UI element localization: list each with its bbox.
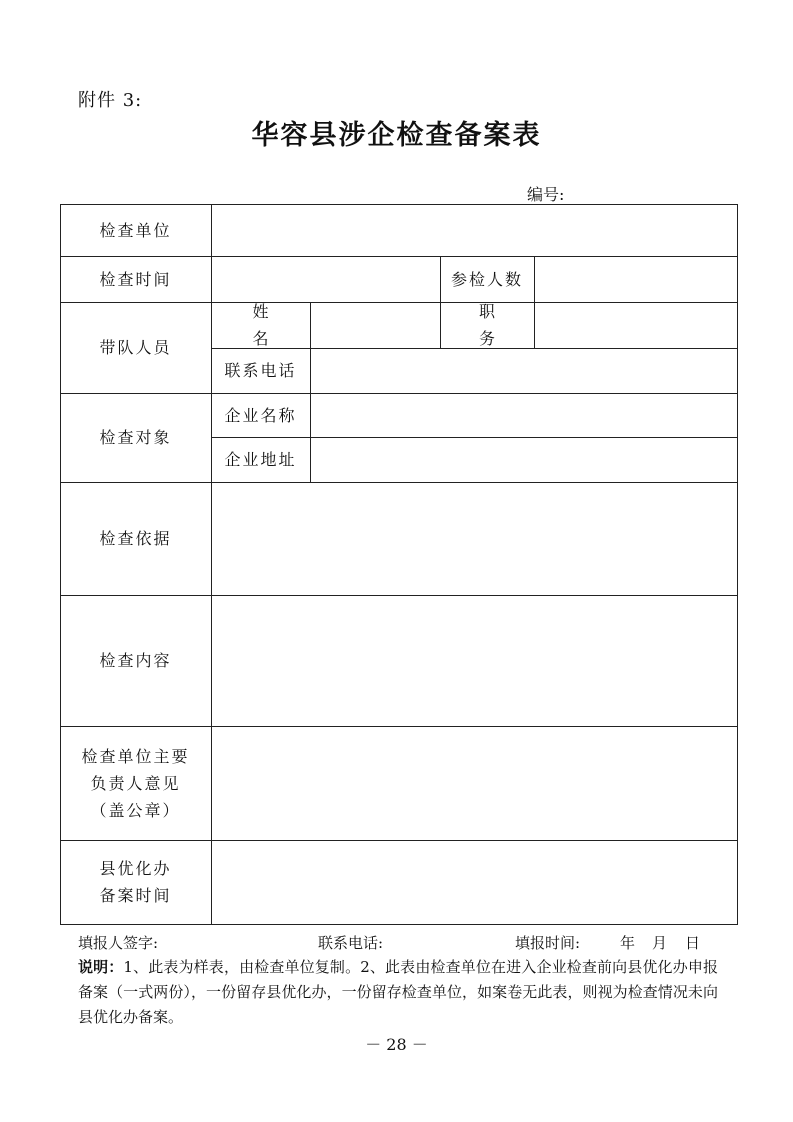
table-border-bottom (60, 924, 738, 925)
inspection-time-field[interactable] (212, 257, 440, 302)
leader-position-label: 职 务 (478, 302, 513, 348)
leader-name-label: 姓 名 (252, 302, 287, 348)
fill-time-label: 填报时间: (515, 934, 581, 952)
leader-phone-label: 联系电话 (224, 361, 297, 380)
day-label: 日 (685, 934, 701, 952)
inspection-time-label: 检查时间 (99, 269, 172, 289)
record-time-field[interactable] (212, 841, 737, 924)
leader-position-field[interactable] (535, 303, 737, 348)
page-number: － 28 － (365, 1035, 428, 1054)
inspection-basis-field[interactable] (212, 483, 737, 595)
inspector-count-field[interactable] (535, 257, 737, 302)
year-label: 年 (620, 934, 636, 952)
inspector-count-label: 参检人数 (450, 269, 523, 289)
company-name-field[interactable] (311, 394, 737, 437)
filler-signature-label: 填报人签字: (78, 934, 159, 952)
company-name-label: 企业名称 (224, 405, 297, 425)
inspection-content-field[interactable] (212, 596, 737, 726)
serial-number-label: 编号: (527, 185, 565, 204)
record-time-line: 县优化办 (99, 859, 172, 878)
record-time-line: 备案时间 (99, 886, 172, 905)
page-title: 华容县涉企检查备案表 (251, 120, 542, 151)
inspection-target-label: 检查对象 (99, 428, 172, 447)
unit-opinion-line: 检查单位主要 (81, 746, 190, 766)
notes-text: 1、此表为样表，由检查单位复制。2、此表由检查单位在进入企业检查前向县优化办申报备案（一式两份），一份留存县优化办，一份留存检查单位，如案卷无此表，则视为检查情况未向县优化办备案。 (78, 958, 718, 1026)
inspection-unit-label: 检查单位 (99, 220, 172, 240)
unit-opinion-field[interactable] (212, 727, 737, 840)
notes-paragraph (78, 955, 718, 1030)
inspection-content-label: 检查内容 (99, 651, 172, 670)
leader-phone-field[interactable] (311, 349, 737, 393)
inspection-unit-field[interactable] (212, 205, 737, 256)
month-label: 月 (652, 934, 668, 952)
footer-phone-label: 联系电话: (318, 934, 384, 952)
unit-opinion-label (60, 726, 211, 840)
unit-opinion-line: （盖公章） (90, 800, 181, 820)
unit-opinion-line: 负责人意见 (90, 773, 181, 793)
team-leader-label: 带队人员 (99, 338, 172, 357)
attachment-label: 附件 3: (78, 90, 143, 111)
company-address-label: 企业地址 (224, 450, 297, 469)
record-form-table (60, 204, 738, 925)
notes-label: 说明： (78, 958, 124, 976)
record-time-label (60, 840, 211, 924)
leader-name-field[interactable] (311, 303, 440, 348)
inspection-basis-label: 检查依据 (99, 529, 172, 548)
company-address-field[interactable] (311, 438, 737, 482)
table-border-right (737, 204, 738, 925)
